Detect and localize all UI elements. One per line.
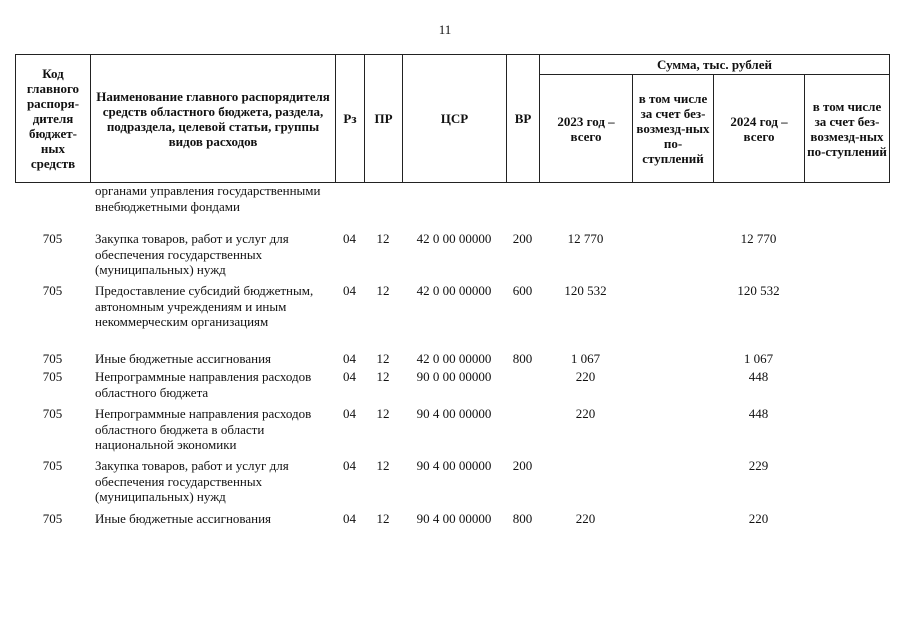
- cell-csr: 90 4 00 00000: [416, 511, 492, 526]
- cell-code: 705: [42, 351, 63, 366]
- header-vr: ВР: [507, 55, 540, 183]
- header-sum-group: Сумма, тыс. рублей: [540, 55, 890, 75]
- cell-code: 705: [42, 231, 63, 246]
- header-csr: ЦСР: [403, 55, 507, 183]
- table-header: [15, 54, 890, 183]
- cell-sum-2024: 120 532: [737, 283, 780, 298]
- cell-pr: 12: [376, 511, 390, 526]
- cell-sum-2023: 12 770: [567, 231, 604, 246]
- cell-code: 705: [42, 283, 63, 298]
- cell-sum-2024: 12 770: [740, 231, 777, 246]
- cell-sum-2024: 448: [748, 369, 769, 384]
- cell-sum-2024: 1 067: [743, 351, 774, 366]
- header-sum-2023-free: в том числе за счет без-возмезд-ных по-ступлений: [633, 75, 714, 183]
- cell-name: Предоставление субсидий бюджетным, автономным учреждениям и иным некоммерческим организациям: [95, 283, 314, 329]
- cell-sum-2024: 220: [748, 511, 769, 526]
- cell-pr: 12: [376, 369, 390, 384]
- table-row: [15, 351, 889, 369]
- cell-rz: 04: [343, 283, 356, 298]
- cell-name: Закупка товаров, работ и услуг для обеспечения государственных (муниципальных) нужд: [95, 231, 289, 277]
- cell-vr: 200: [512, 458, 533, 473]
- table-row: [15, 369, 889, 406]
- cell-name: Иные бюджетные ассигнования: [95, 511, 272, 526]
- cell-csr: 42 0 00 00000: [416, 351, 492, 366]
- cell-sum-2024: 229: [748, 458, 769, 473]
- cell-name: Непрограммные направления расходов областного бюджета: [95, 369, 312, 400]
- cell-pr: 12: [376, 351, 390, 366]
- cell-pr: 12: [376, 283, 390, 298]
- table-row: [15, 283, 889, 351]
- cell-sum-2023: 220: [575, 406, 596, 421]
- cell-pr: 12: [376, 458, 390, 473]
- cell-name: Непрограммные направления расходов областного бюджета в области национальной экономики: [95, 406, 312, 452]
- table-row: [15, 458, 889, 511]
- cell-sum-2023: 220: [575, 511, 596, 526]
- cell-name: Закупка товаров, работ и услуг для обеспечения государственных (муниципальных) нужд: [95, 458, 289, 504]
- cell-sum-2023: 220: [575, 369, 596, 384]
- cell-rz: 04: [343, 369, 356, 384]
- cell-csr: 90 4 00 00000: [416, 406, 492, 421]
- cell-vr: 600: [512, 283, 533, 298]
- cell-vr: 800: [512, 351, 533, 366]
- cell-rz: 04: [343, 458, 356, 473]
- cell-sum-2024: 448: [748, 406, 769, 421]
- header-code: Код главного распоря-дителя бюджет-ных средств: [16, 55, 91, 183]
- table-body: [15, 183, 889, 529]
- cell-vr: 200: [512, 231, 533, 246]
- table-row: [15, 183, 889, 231]
- cell-rz: 04: [343, 511, 356, 526]
- cell-rz: 04: [343, 231, 356, 246]
- table-row: [15, 406, 889, 458]
- table-row: [15, 231, 889, 283]
- header-name: Наименование главного распорядителя средств областного бюджета, раздела, подраздела, целевой статьи, группы видов расходов: [91, 55, 336, 183]
- cell-code: 705: [42, 511, 63, 526]
- header-pr: ПР: [365, 55, 403, 183]
- header-sum-2023: 2023 год – всего: [540, 75, 633, 183]
- header-rz: Рз: [336, 55, 365, 183]
- cell-sum-2023: 1 067: [570, 351, 601, 366]
- cell-vr: 800: [512, 511, 533, 526]
- cell-csr: 90 0 00 00000: [416, 369, 492, 384]
- header-sum-2024-free: в том числе за счет без-возмезд-ных по-ступлений: [805, 75, 890, 183]
- cell-code: 705: [42, 406, 63, 421]
- page-number: 11: [438, 22, 452, 37]
- cell-name: органами управления государственными внебюджетными фондами: [95, 183, 321, 214]
- cell-sum-2023: 120 532: [564, 283, 607, 298]
- cell-rz: 04: [343, 351, 356, 366]
- cell-pr: 12: [376, 231, 390, 246]
- cell-csr: 90 4 00 00000: [416, 458, 492, 473]
- cell-pr: 12: [376, 406, 390, 421]
- cell-code: 705: [42, 369, 63, 384]
- cell-csr: 42 0 00 00000: [416, 283, 492, 298]
- cell-rz: 04: [343, 406, 356, 421]
- cell-name: Иные бюджетные ассигнования: [95, 351, 272, 366]
- cell-csr: 42 0 00 00000: [416, 231, 492, 246]
- header-sum-2024: 2024 год – всего: [714, 75, 805, 183]
- table-row: [15, 511, 889, 529]
- cell-code: 705: [42, 458, 63, 473]
